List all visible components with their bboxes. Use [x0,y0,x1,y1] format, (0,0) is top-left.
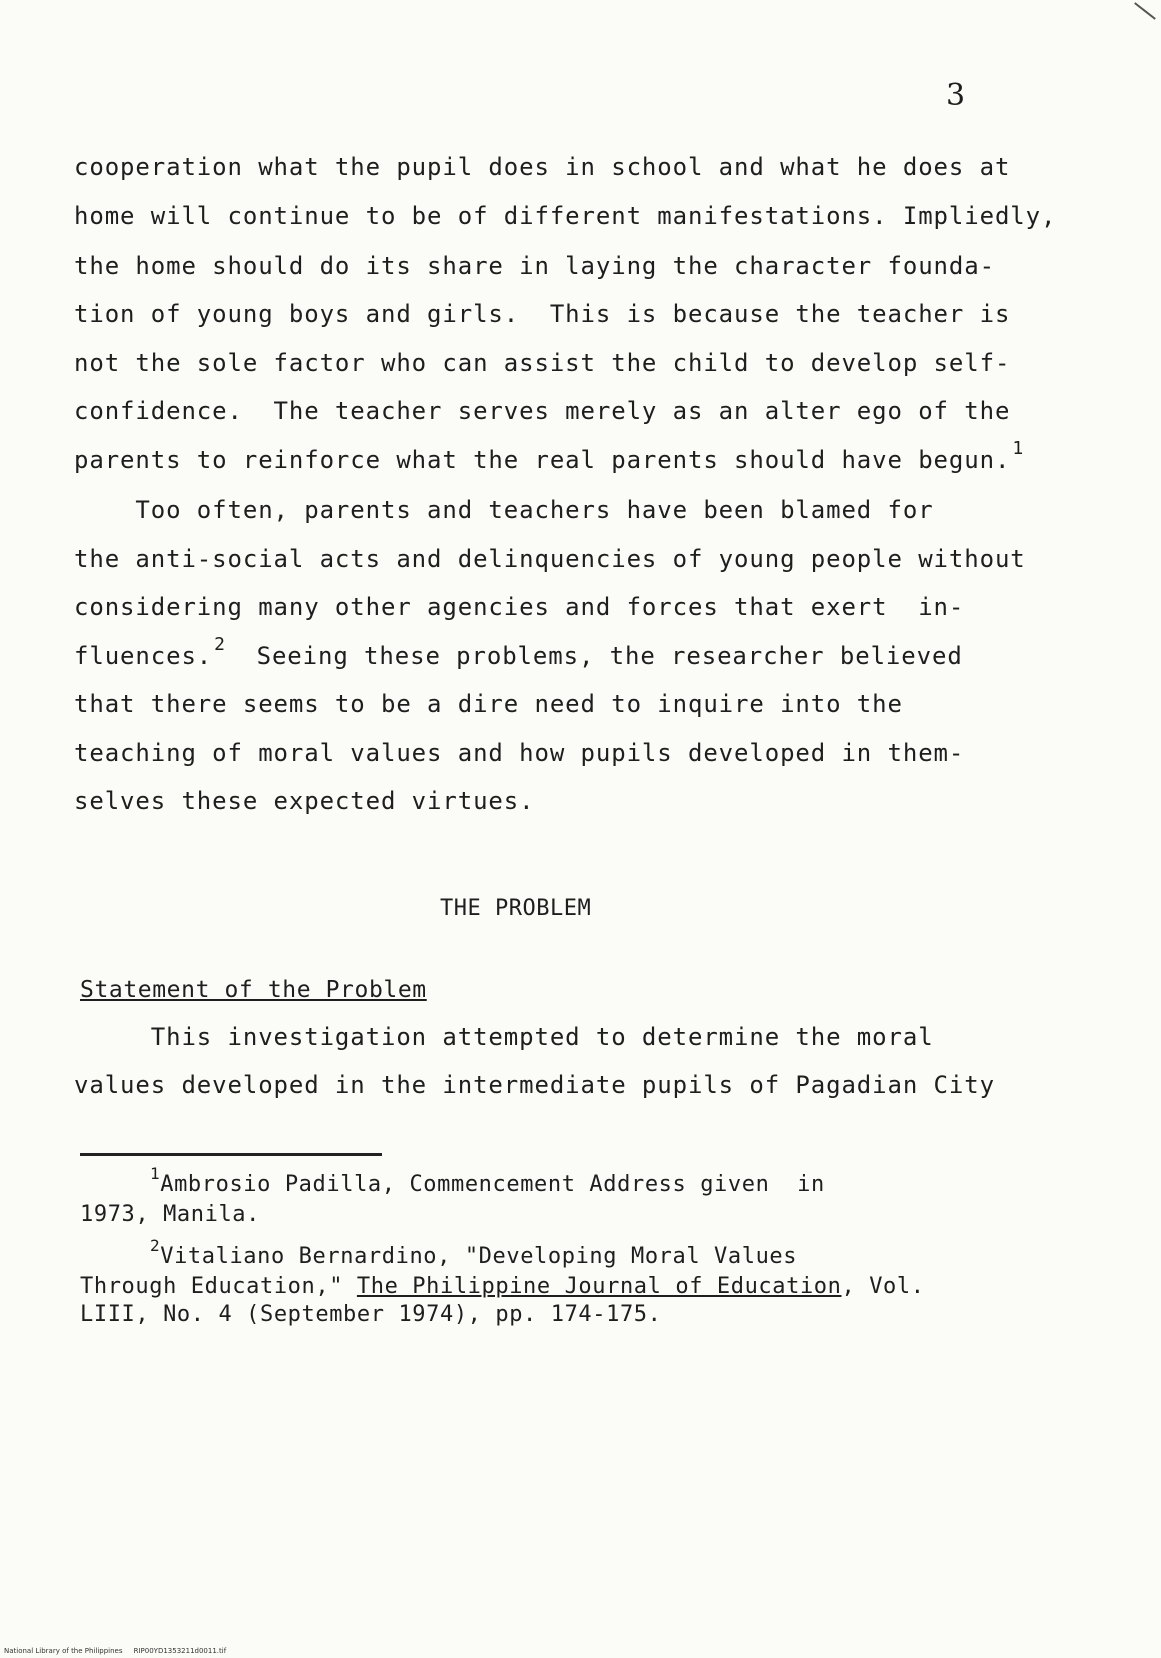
subsection-heading: Statement of the Problem [80,977,427,1003]
body-line: teaching of moral values and how pupils developed in them- [74,739,965,767]
footnote-1-continued: 1973, Manila. [80,1202,260,1227]
body-text: fluences. [74,642,213,670]
archive-footer: National Library of the Philippines RIP00YD1353211d0011.tif [4,1647,227,1655]
body-line: confidence. The teacher serves merely as an alter ego of the [74,397,1011,425]
footnote-2 [150,1236,798,1269]
page-number: 3 [946,78,966,113]
footnote-1-marker: 1 [150,1164,161,1183]
body-line-with-footnote [74,438,1025,474]
footnote-divider [80,1153,382,1156]
body-line: values developed in the intermediate pupils of Pagadian City [74,1071,995,1099]
journal-title: The Philippine Journal of Education [356,1274,842,1299]
body-line: considering many other agencies and forces that exert in- [74,593,965,621]
footnote-2-text: Vitaliano Bernardino, "Developing Moral Values [160,1244,798,1269]
body-line-with-footnote [74,634,963,670]
scan-mark [1134,2,1156,20]
footnote-1 [150,1164,825,1197]
body-line: that there seems to be a dire need to inquire into the [74,690,903,718]
section-heading: THE PROBLEM [440,896,592,921]
footnote-2-continued [80,1274,925,1299]
footnote-2-continued: LIII, No. 4 (September 1974), pp. 174-175. [80,1302,662,1327]
footnote-2-marker: 2 [150,1236,161,1255]
body-text: Seeing these problems, the researcher believed [225,642,963,670]
footnote-1-text: Ambrosio Padilla, Commencement Address given in [160,1172,825,1197]
body-line: This investigation attempted to determine the moral [74,1023,934,1051]
footnote-2-text: Through Education," [80,1274,357,1299]
body-line: the home should do its share in laying the character founda- [74,252,995,280]
body-line: cooperation what the pupil does in school and what he does at [74,153,1011,181]
footnote-2-text: , Vol. [841,1274,925,1299]
body-line: the anti-social acts and delinquencies of young people without [74,545,1026,573]
footnote-marker-2: 2 [214,634,226,655]
body-line: selves these expected virtues. [74,787,535,815]
body-line: tion of young boys and girls. This is because the teacher is [74,300,1011,328]
body-text: parents to reinforce what the real parents should have begun. [74,446,1011,474]
body-line: Too often, parents and teachers have been blamed for [74,496,934,524]
footnote-marker-1: 1 [1012,438,1025,459]
body-line: home will continue to be of different manifestations. Impliedly, [74,202,1057,230]
body-line: not the sole factor who can assist the child to develop self- [74,349,1011,377]
